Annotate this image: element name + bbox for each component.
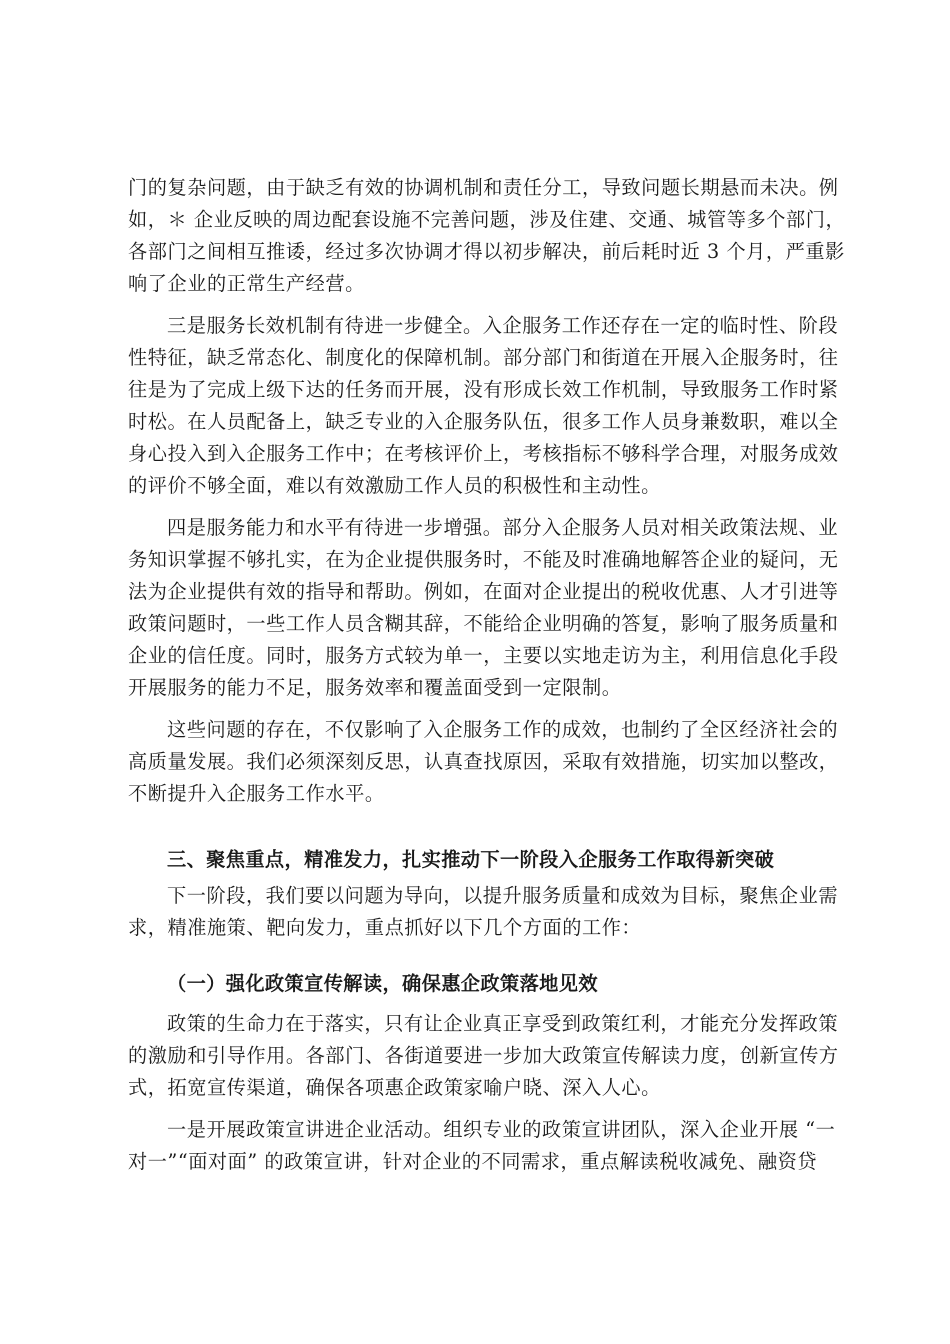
text-line: 式，拓宽宣传渠道，确保各项惠企政策家喻户晓、深入人心。 bbox=[128, 1076, 661, 1099]
text-line: 务知识掌握不够扎实，在为企业提供服务时，不能及时准确地解答企业的疑问，无 bbox=[128, 548, 839, 571]
document-page bbox=[128, 172, 846, 1188]
text-line: 一是开展政策宣讲进企业活动。组织专业的政策宣讲团队，深入企业开展 “一 bbox=[167, 1118, 836, 1141]
subsection-heading-text: （一）强化政策宣传解读，确保惠企政策落地见效 bbox=[167, 972, 598, 995]
text-line: 的激励和引导作用。各部门、各街道要进一步加大政策宣传解读力度，创新宣传方 bbox=[128, 1044, 839, 1067]
text-line: 如，＊ 企业反映的周边配套设施不完善问题，涉及住建、交通、城管等多个部门， bbox=[128, 208, 846, 231]
text-line: 政策的生命力在于落实，只有让企业真正享受到政策红利，才能充分发挥政策 bbox=[167, 1012, 839, 1035]
text-line: 这些问题的存在，不仅影响了入企服务工作的成效，也制约了全区经济社会的 bbox=[167, 718, 839, 741]
paragraph-policy-intro bbox=[128, 1008, 839, 1104]
text-line: 三是服务长效机制有待进一步健全。入企服务工作还存在一定的临时性、阶段 bbox=[167, 314, 839, 337]
text-line: 时松。在人员配备上，缺乏专业的入企服务队伍，很多工作人员身兼数职，难以全 bbox=[128, 410, 839, 433]
paragraph-mechanism-issue bbox=[128, 310, 839, 502]
section-heading-text: 三、聚焦重点，精准发力，扎实推动下一阶段入企服务工作取得新突破 bbox=[167, 848, 775, 871]
text-line: 高质量发展。我们必须深刻反思，认真查找原因，采取有效措施，切实加以整改， bbox=[128, 750, 839, 773]
text-line: 企业的信任度。同时，服务方式较为单一，主要以实地走访为主，利用信息化手段 bbox=[128, 644, 839, 667]
paragraph-summary bbox=[128, 714, 839, 810]
text-line: 求，精准施策、靶向发力，重点抓好以下几个方面的工作： bbox=[128, 916, 642, 939]
text-line: 政策问题时，一些工作人员含糊其辞，不能给企业明确的答复，影响了服务质量和 bbox=[128, 612, 839, 635]
text-line: 门的复杂问题，由于缺乏有效的协调机制和责任分工，导致问题长期悬而未决。例 bbox=[128, 176, 839, 199]
paragraph-next-stage bbox=[128, 880, 839, 944]
text-line: 响了企业的正常生产经营。 bbox=[128, 272, 365, 295]
text-line: 不断提升入企服务工作水平。 bbox=[128, 782, 385, 805]
text-line: 法为企业提供有效的指导和帮助。例如，在面对企业提出的税收优惠、人才引进等 bbox=[128, 580, 839, 603]
paragraph-policy-lectures bbox=[128, 1114, 836, 1178]
text-line: 往是为了完成上级下达的任务而开展，没有形成长效工作机制，导致服务工作时紧 bbox=[128, 378, 839, 401]
text-line: 身心投入到入企服务工作中；在考核评价上，考核指标不够科学合理，对服务成效 bbox=[128, 442, 839, 465]
text-line: 四是服务能力和水平有待进一步增强。部分入企服务人员对相关政策法规、业 bbox=[167, 516, 839, 539]
text-line: 各部门之间相互推诿，经过多次协调才得以初步解决，前后耗时近 3 个月，严重影 bbox=[128, 240, 845, 263]
section-heading bbox=[128, 844, 828, 876]
paragraph-capability-issue bbox=[128, 512, 839, 704]
text-line: 开展服务的能力不足，服务效率和覆盖面受到一定限制。 bbox=[128, 676, 622, 699]
subsection-heading bbox=[128, 968, 828, 1000]
text-line: 对一”“面对面” 的政策宣讲，针对企业的不同需求，重点解读税收减免、融资贷 bbox=[128, 1150, 818, 1173]
text-line: 的评价不够全面，难以有效激励工作人员的积极性和主动性。 bbox=[128, 474, 661, 497]
paragraph-coordination-issue bbox=[128, 172, 846, 300]
text-line: 下一阶段，我们要以问题为导向，以提升服务质量和成效为目标，聚焦企业需 bbox=[167, 884, 839, 907]
text-line: 性特征，缺乏常态化、制度化的保障机制。部分部门和街道在开展入企服务时，往 bbox=[128, 346, 839, 369]
